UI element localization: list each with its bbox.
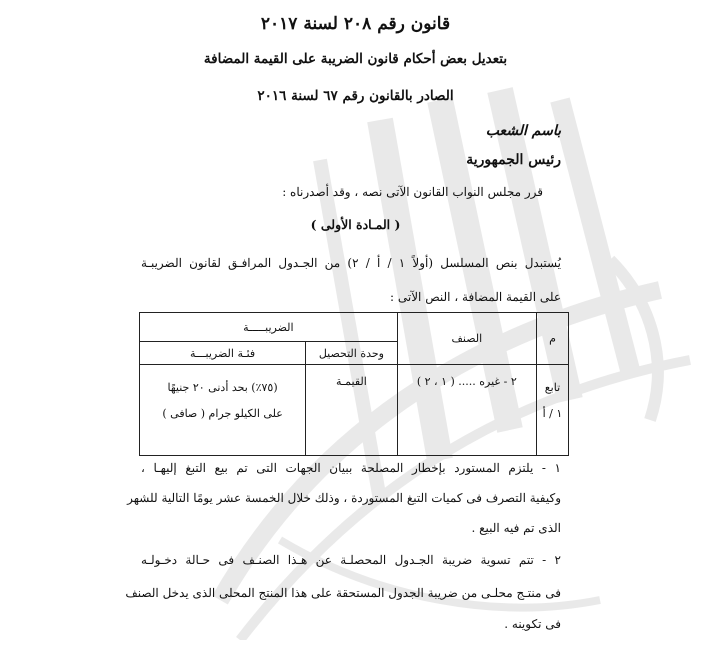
in-name-of-people: باسم الشعب: [485, 123, 561, 139]
row-class-cell: ٢ - غيره ..... ( ١ ، ٢ ): [397, 365, 536, 456]
header-rate: فئـة الضريبـــة: [140, 342, 306, 365]
preamble-text: قرر مجلس النواب القانون الآتى نصه ، وقد أصدرناه :: [282, 185, 543, 199]
law-subtitle-source: الصادر بالقانون رقم ٦٧ لسنة ٢٠١٦: [257, 88, 454, 104]
table-row: [140, 365, 569, 456]
header-unit: وحدة التحصيل: [306, 342, 398, 365]
header-tax: الضريبـــــة: [140, 313, 398, 342]
row-m-line2: ١ / أ: [542, 407, 563, 420]
clause-2-line2: فى منتـج محلـى من ضريبة الجدول المستحقة على هذا المنتج المحلى الذى يدخل الصنف: [125, 586, 561, 600]
article-heading: ( المـادة الأولى ): [310, 217, 401, 232]
clause-2-line3: فى تكوينه .: [504, 617, 561, 631]
header-m: م: [536, 313, 568, 365]
row-rate-line1: (٧٥٪) بحد أدنى ٢٠ جنيهًا: [167, 381, 278, 394]
clause-1-line2: وكيفية التصرف فى كميات التبغ المستوردة ، وذلك خلال الخمسة عشر يومًا التالية للشهر: [127, 491, 561, 505]
row-unit-cell: القيمـة: [306, 365, 398, 456]
article-text-line2: على القيمة المضافة ، النص الآتى :: [390, 290, 561, 304]
law-subtitle: بتعديل بعض أحكام قانون الضريبة على القيمة المضافة: [203, 51, 508, 67]
clause-1-line3: الذى تم فيه البيع .: [471, 521, 561, 535]
article-text-line1: يُستبدل بنص المسلسل (أولاً ١ / أ / ٢) من الجـدول المرافـق لقانون الضريبـة: [141, 256, 561, 270]
row-rate-line2: على الكيلو جرام ( صافى ): [162, 407, 283, 420]
president-heading: رئيس الجمهورية: [466, 152, 561, 168]
row-rate-cell: [140, 365, 306, 456]
header-class: الصنف: [397, 313, 536, 365]
table-header-row: [140, 313, 569, 342]
row-m-line1: تابع: [544, 381, 561, 394]
clause-1-line1: ١ - يلتزم المستورد بإخطار المصلحة ببيان الجهات التى تم بيع التبغ إليهـا ،: [141, 461, 561, 475]
row-m-cell: [536, 365, 568, 456]
tax-table: [139, 312, 569, 456]
clause-2-line1: ٢ - تتم تسوية ضريبة الجـدول المحصلـة عن هـذا الصنـف فى حـالة دخـولـه: [141, 553, 561, 567]
law-title: قانون رقم ٢٠٨ لسنة ٢٠١٧: [260, 14, 451, 34]
